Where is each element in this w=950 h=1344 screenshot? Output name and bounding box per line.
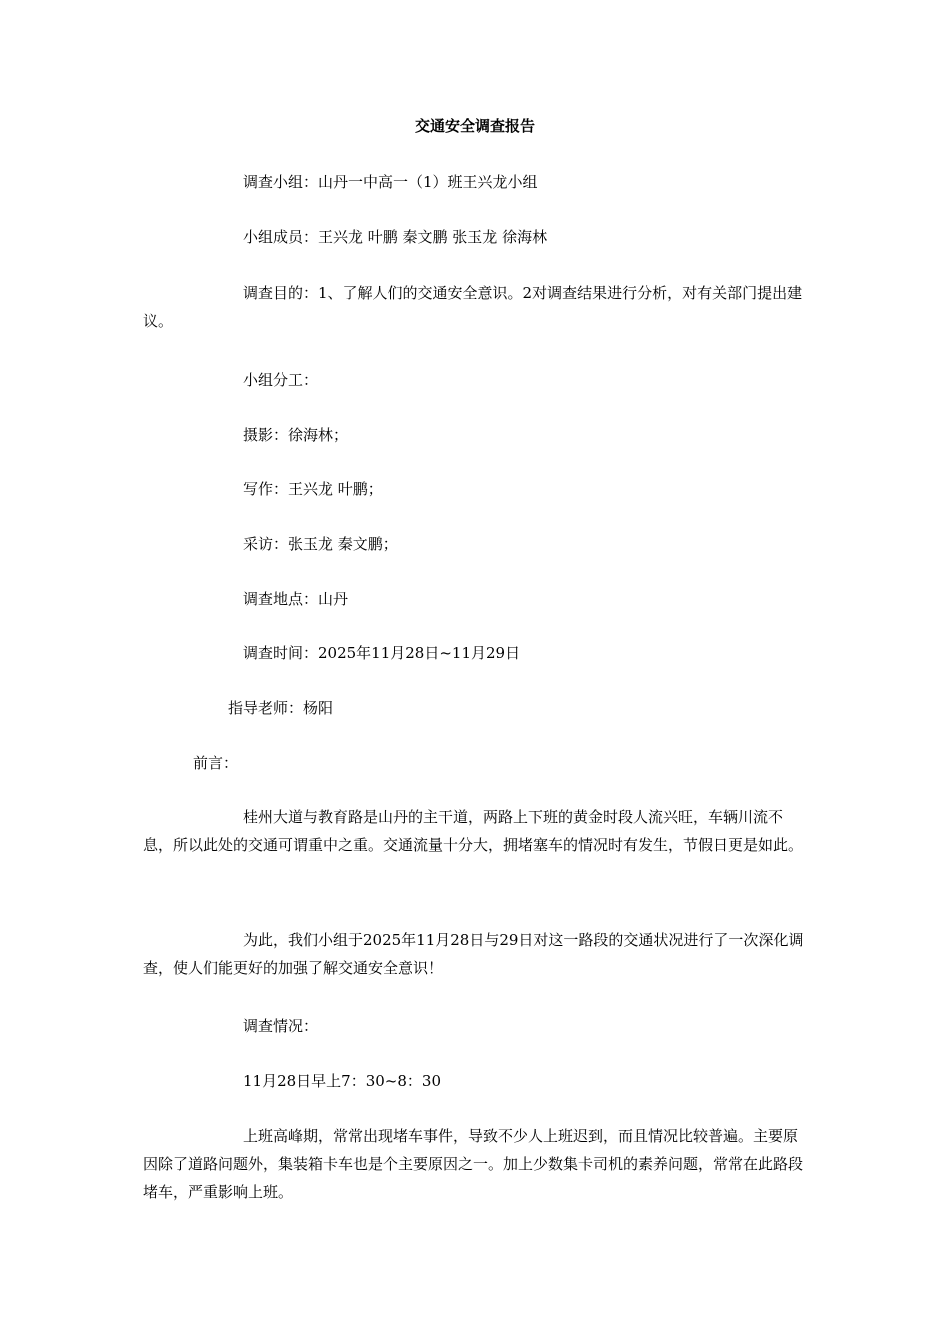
situation-paragraph-1: 上班高峰期，常常出现堵车事件，导致不少人上班迟到，而且情况比较普遍。主要原因除了道路问题外，集装箱卡车也是个主要原因之一。加上少数集卡司机的素养问题，常常在此路段堵车，严重影响上班。	[143, 1127, 804, 1201]
photography-line: 摄影：徐海林；	[243, 426, 349, 444]
teacher-line: 指导老师：杨阳	[228, 699, 334, 717]
group-members-line: 小组成员：王兴龙 叶鹏 秦文鹏 张玉龙 徐海林	[243, 228, 548, 246]
writing-line: 写作：王兴龙 叶鹏；	[243, 480, 383, 498]
situation-time-line: 11月28日早上7：30~8：30	[243, 1072, 442, 1090]
interview-line: 采访：张玉龙 秦文鹏；	[243, 535, 398, 553]
division-label: 小组分工：	[243, 371, 319, 389]
survey-location-line: 调查地点：山丹	[243, 590, 349, 608]
survey-purpose-paragraph: 调查目的：1、了解人们的交通安全意识。2对调查结果进行分析，对有关部门提出建议。	[143, 284, 803, 330]
preface-label: 前言：	[193, 754, 239, 772]
survey-time-line: 调查时间：2025年11月28日~11月29日	[243, 644, 521, 662]
preface-paragraph-2: 为此，我们小组于2025年11月28日与29日对这一路段的交通状况进行了一次深化调查，使人们能更好的加强了解交通安全意识！	[143, 931, 804, 977]
survey-group-line: 调查小组：山丹一中高一（1）班王兴龙小组	[243, 173, 538, 191]
preface-paragraph-1: 桂州大道与教育路是山丹的主干道，两路上下班的黄金时段人流兴旺，车辆川流不息，所以此处的交通可谓重中之重。交通流量十分大，拥堵塞车的情况时有发生，节假日更是如此。	[143, 808, 804, 854]
situation-label: 调查情况：	[243, 1017, 319, 1035]
document-title: 交通安全调查报告	[414, 117, 535, 135]
